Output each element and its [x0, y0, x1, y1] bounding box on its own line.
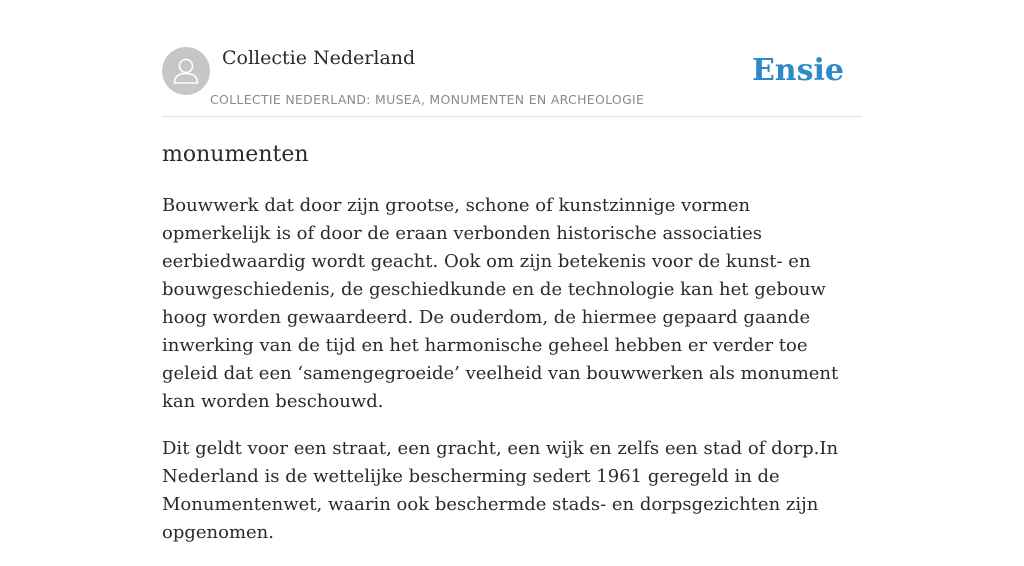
- entry-paragraph: Bouwwerk dat door zijn grootse, schone of kunstzinnige vormen opmerkelijk is of door de eraan verbonden historische associaties eerbiedwaardig wordt geacht. Ook om zijn betekenis voor de kunst- en bouwgeschiedenis, de geschiedkunde en de technologie kan het gebouw hoog worden gewaardeerd. De ouderdom, de hiermee gepaard gaande inwerking van de tijd en het harmonische geheel hebben er verder toe geleid dat een ‘samengegroeide’ veelheid van bouwwerken als monument kan worden beschouwd.: [162, 195, 839, 412]
- collection-label[interactable]: COLLECTIE NEDERLAND: MUSEA, MONUMENTEN EN ARCHEOLOGIE: [210, 92, 645, 107]
- entry-title: monumenten: [162, 142, 309, 167]
- brand-logo[interactable]: Ensie: [751, 53, 844, 88]
- author-name[interactable]: Collectie Nederland: [222, 47, 416, 69]
- entry-body: [162, 192, 864, 566]
- user-silhouette-icon: [162, 47, 210, 95]
- author-avatar[interactable]: [162, 47, 210, 95]
- entry-header: [162, 46, 862, 117]
- entry-paragraph: Dit geldt voor een straat, een gracht, een wijk en zelfs een stad of dorp.In Nederland is de wettelijke bescherming sedert 1961 geregeld in de Monumentenwet, waarin ook beschermde stads- en dorpsgezichten zijn opgenomen.: [162, 438, 839, 543]
